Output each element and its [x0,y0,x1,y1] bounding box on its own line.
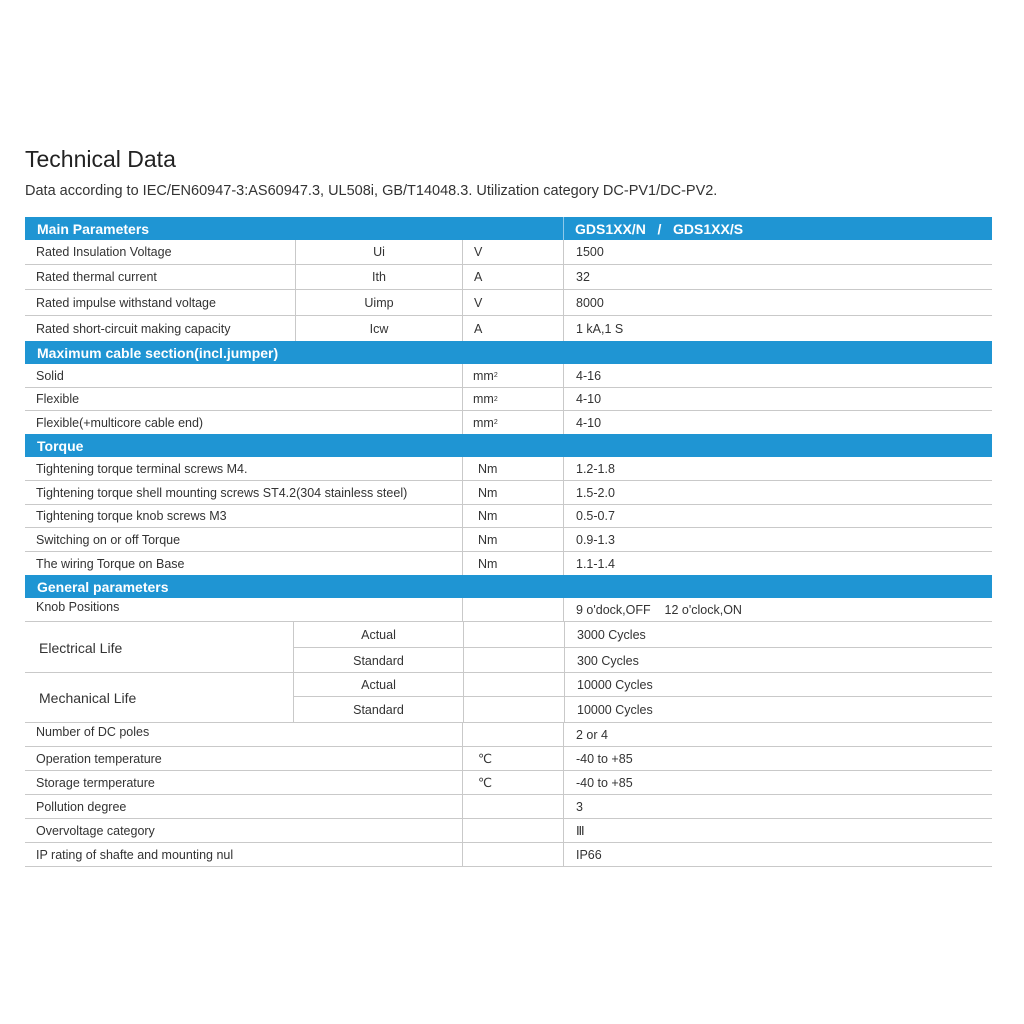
value-cell: 1500 [563,240,604,264]
group-label: Mechanical Life [39,690,137,706]
unit-cell [462,819,563,842]
unit-cell: Nm [462,457,563,480]
table-row [25,240,992,265]
unit-cell: ℃ [462,747,563,770]
section-title: Torque [37,437,84,454]
unit-cell: mm 2 [462,364,563,387]
symbol-cell: Ith [295,265,462,289]
table-row [25,411,992,434]
param-label: Switching on or off Torque [36,532,181,547]
table-row [25,747,992,771]
unit-cell: V [462,240,563,264]
param-label: Flexible [36,392,80,406]
param-label: Tightening torque knob screws M3 [36,509,227,523]
value-cell: 0.5-0.7 [563,505,615,527]
param-label: Storage termperature [36,775,155,790]
page-title: Technical Data [25,146,176,172]
sub-row-actual [293,622,992,648]
section-header-torque [25,434,992,457]
section-header-main-parameters [25,217,992,240]
sub-label: Standard [353,653,404,668]
sub-row-standard [293,648,992,673]
value-cell: IP66 [563,843,602,866]
value-cell: 1.2-1.8 [563,457,615,480]
unit-cell [462,723,563,746]
value-cell: 10000 Cycles [564,697,653,723]
table-row [25,505,992,528]
unit-cell [463,648,564,673]
param-label: Tightening torque shell mounting screws ST4.2(304 stainless steel) [36,485,408,500]
param-label: Rated Insulation Voltage [36,245,172,259]
table-row [25,528,992,552]
unit-cell: A [462,316,563,341]
technical-data-table [25,217,992,867]
sub-label: Standard [353,703,404,717]
value-cell: 3000 Cycles [564,622,646,647]
table-row [25,364,992,388]
table-row [25,265,992,290]
unit-cell: Nm [462,481,563,504]
value-cell: 4-16 [563,364,601,387]
param-label: Tightening torque terminal screws M4. [36,461,248,476]
section-header-general-parameters [25,575,992,598]
param-label: Rated thermal current [36,270,157,284]
value-cell: 2 or 4 [563,723,608,746]
group-label: Electrical Life [39,639,123,656]
param-label: Operation temperature [36,751,162,766]
sub-label: Actual [361,677,396,692]
param-label: IP rating of shafte and mounting nul [36,847,234,862]
table-row [25,843,992,867]
unit-cell: Nm [462,552,563,575]
page-subtitle: Data according to IEC/EN60947-3:AS60947.3, UL508i, GB/T14048.3. Utilization category DC-PV1/DC-PV2. [25,183,718,199]
param-label: The wiring Torque on Base [36,556,185,571]
mechanical-life-group [25,673,992,723]
table-row [25,819,992,843]
table-row [25,795,992,819]
value-cell: 32 [563,265,590,289]
value-cell: 4-10 [563,411,601,434]
value-cell: 1 kA,1 S [563,316,623,341]
value-cell: 10000 Cycles [564,673,653,696]
param-label: Rated short-circuit making capacity [36,321,231,336]
electrical-life-group [25,622,992,673]
value-cell: 9 o'dock,OFF 12 o'clock,ON [563,598,742,621]
section-title: Main Parameters [37,220,150,237]
param-label: Flexible(+multicore cable end) [36,415,204,430]
param-label: Solid [36,368,64,383]
table-row [25,388,992,411]
unit-cell [463,697,564,723]
unit-cell: mm 2 [462,411,563,434]
param-label: Pollution degree [36,799,127,814]
value-cell: -40 to +85 [563,771,633,794]
sub-label: Actual [361,627,396,642]
unit-cell [462,598,563,621]
value-cell: 3 [563,795,583,818]
table-row [25,457,992,481]
symbol-cell: Uimp [295,290,462,315]
section-title: Maximum cable section(incl.jumper) [37,344,279,361]
table-row [25,316,992,341]
param-label: Overvoltage category [36,823,155,838]
unit-cell: ℃ [462,771,563,794]
value-cell: 0.9-1.3 [563,528,615,551]
value-cell: -40 to +85 [563,747,633,770]
value-cell: 8000 [563,290,604,315]
value-cell: 1.1-1.4 [563,552,615,575]
table-row [25,552,992,575]
table-row [25,290,992,316]
sub-row-standard [293,697,992,723]
unit-cell: V [462,290,563,315]
symbol-cell: Icw [295,316,462,341]
table-row [25,481,992,505]
model-label: GDS1XX/N / GDS1XX/S [575,220,744,237]
unit-cell [462,795,563,818]
section-header-cable-section [25,341,992,364]
unit-cell [463,673,564,696]
value-cell: Ⅲ [563,819,585,842]
param-label: Knob Positions [36,600,120,614]
section-title: General parameters [37,578,169,595]
unit-cell: A [462,265,563,289]
unit-cell: mm 2 [462,388,563,410]
value-cell: 4-10 [563,388,601,410]
unit-cell [462,843,563,866]
table-row [25,771,992,795]
sub-row-actual [293,673,992,697]
symbol-cell: Ui [295,240,462,264]
table-row [25,723,992,747]
param-label: Rated impulse withstand voltage [36,295,216,310]
value-cell: 1.5-2.0 [563,481,615,504]
unit-cell: Nm [462,505,563,527]
table-row [25,598,992,622]
unit-cell: Nm [462,528,563,551]
value-cell: 300 Cycles [564,648,639,673]
param-label: Number of DC poles [36,725,150,739]
unit-cell [463,622,564,647]
